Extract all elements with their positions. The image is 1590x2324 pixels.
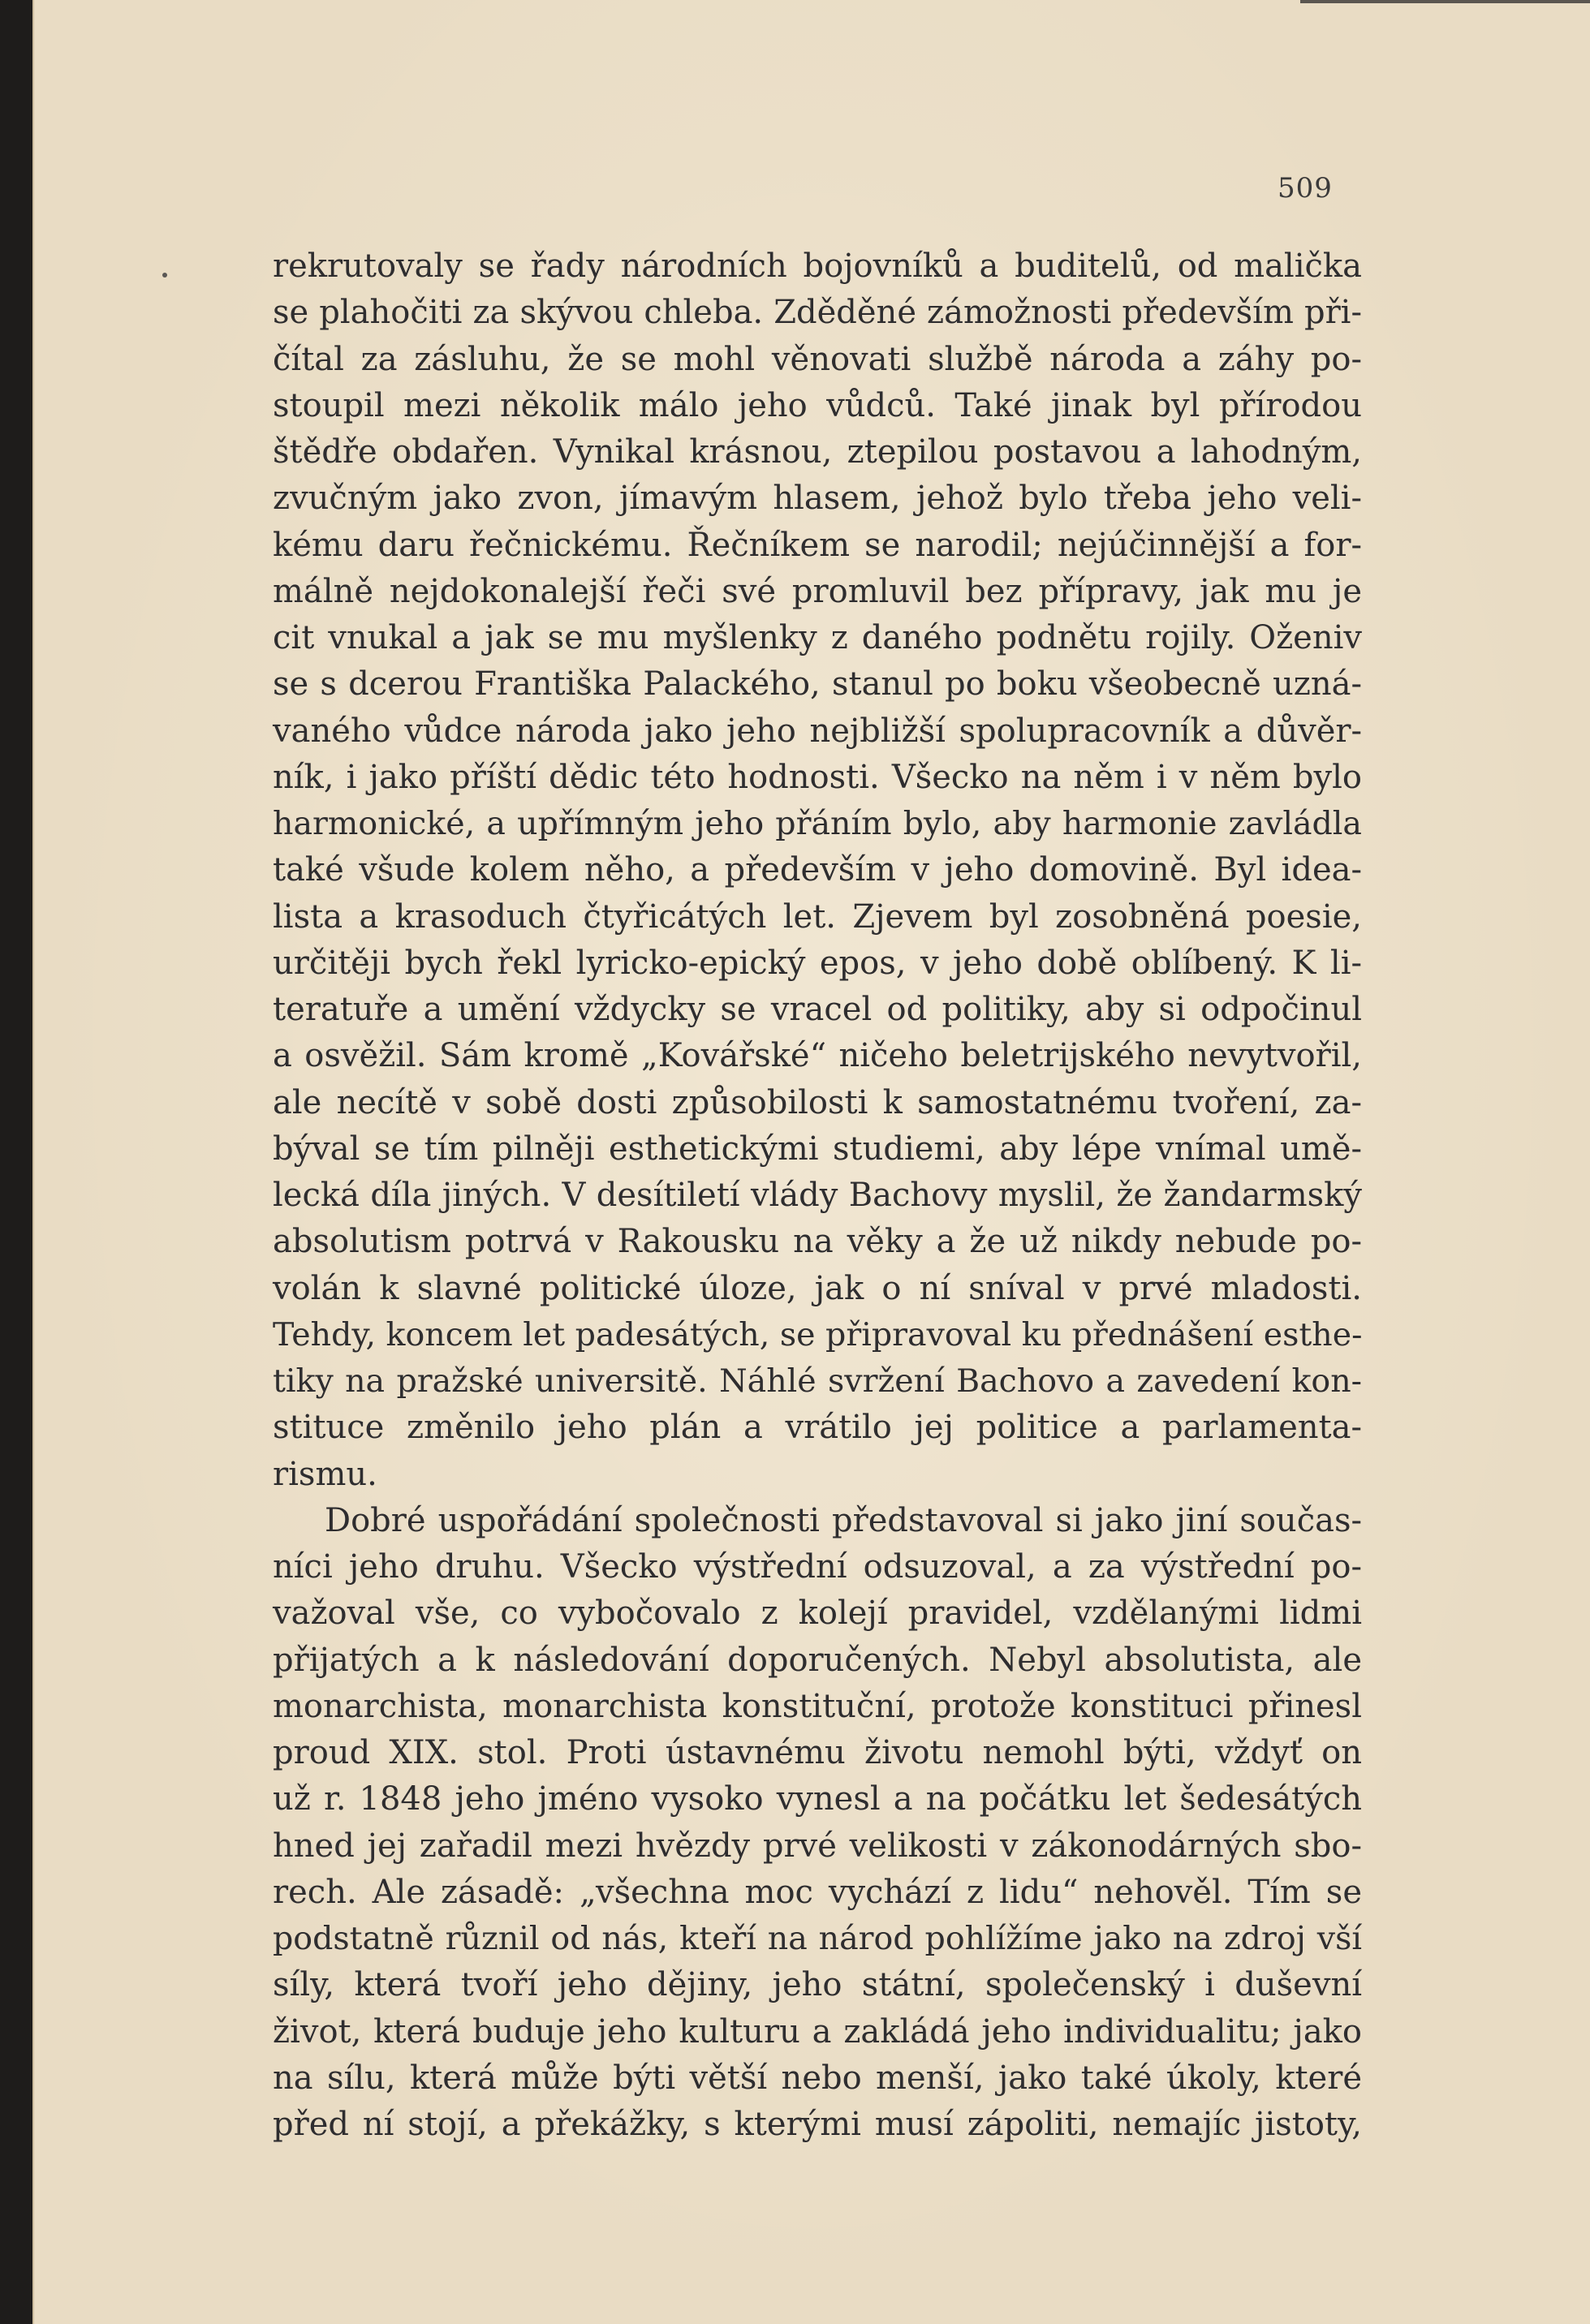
text-line: před ní stojí, a překážky, s kterými musí zápoliti, nemajíc jistoty, [273, 2106, 1362, 2143]
text-line: cit vnukal a jak se mu myšlenky z daného podnětu rojily. Oženiv [273, 619, 1362, 656]
text-line: volán k slavné politické úloze, jak o ní sníval v prvé mladosti. [273, 1269, 1362, 1307]
text-line-paragraph-start: Dobré uspořádání společnosti představoval si jako jiní součas- [325, 1501, 1362, 1539]
text-line: býval se tím pilněji esthetickými studiemi, aby lépe vnímal umě- [273, 1130, 1362, 1168]
book-page [32, 0, 1590, 2324]
page-number: 509 [1278, 172, 1333, 204]
body-text [273, 243, 1362, 2148]
text-line: teratuře a umění vždycky se vracel od politiky, aby si odpočinul [273, 991, 1362, 1028]
text-line: vaného vůdce národa jako jeho nejbližší spolupracovník a důvěr- [273, 712, 1362, 750]
text-line: štědře obdařen. Vynikal krásnou, ztepilou postavou a lahodným, [273, 433, 1362, 471]
text-line: se s dcerou Františka Palackého, stanul po boku všeobecně uzná- [273, 665, 1362, 704]
text-line: važoval vše, co vybočovalo z kolejí pravidel, vzdělanými lidmi [273, 1595, 1362, 1633]
margin-speck [162, 273, 167, 278]
text-line: proud XIX. stol. Proti ústavnému životu nemohl býti, vždyť on [273, 1734, 1362, 1771]
text-line: lecká díla jiných. V desítiletí vlády Bachovy myslil, že žandarmský [273, 1177, 1362, 1214]
text-line: život, která buduje jeho kulturu a zakládá jeho individualitu; jako [273, 2012, 1362, 2051]
text-line: se plahočiti za skývou chleba. Zděděné zámožnosti především při- [273, 294, 1362, 332]
text-line: ale necítě v sobě dosti způsobilosti k samostatnému tvoření, za- [273, 1083, 1362, 1121]
text-line: harmonické, a upřímným jeho přáním bylo, aby harmonie zavládla [273, 805, 1362, 842]
text-line: rech. Ale zásadě: „všechna moc vychází z lidu“ nehověl. Tím se [273, 1873, 1362, 1911]
text-line: tiky na pražské universitě. Náhlé svržení Bachovo a zavedení kon- [273, 1362, 1362, 1400]
page-top-edge-shadow [1300, 0, 1590, 3]
text-line: kému daru řečnickému. Řečníkem se narodil; nejúčinnější a for- [273, 526, 1362, 564]
text-line: hned jej zařadil mezi hvězdy prvé velikosti v zákonodárných sbo- [273, 1827, 1362, 1865]
text-line: rekrutovaly se řady národních bojovníků a buditelů, od malička [273, 247, 1362, 285]
text-line: absolutism potrvá v Rakousku na věky a že už nikdy nebude po- [273, 1223, 1362, 1261]
text-line: také všude kolem něho, a především v jeho domovině. Byl idea- [273, 851, 1362, 889]
text-line: přijatých a k následování doporučených. Nebyl absolutista, ale [273, 1641, 1362, 1679]
text-line: síly, která tvoří jeho dějiny, jeho státní, společenský i duševní [273, 1966, 1362, 2004]
text-line: lista a krasoduch čtyřicátých let. Zjevem byl zosobněná poesie, [273, 897, 1362, 936]
text-line: ník, i jako příští dědic této hodnosti. Všecko na něm i v něm bylo [273, 758, 1362, 796]
text-line: Tehdy, koncem let padesátých, se připravoval ku přednášení esthe- [273, 1315, 1363, 1354]
text-line: stoupil mezi několik málo jeho vůdců. Také jinak byl přírodou [273, 386, 1362, 424]
text-line: zvučným jako zvon, jímavým hlasem, jehož bylo třeba jeho veli- [273, 480, 1362, 518]
text-line: určitěji bych řekl lyricko-epický epos, v jeho době oblíbený. K li- [273, 944, 1362, 982]
text-line: stituce změnilo jeho plán a vrátilo jej politice a parlamenta- [273, 1409, 1362, 1447]
text-line: málně nejdokonalejší řeči své promluvil bez přípravy, jak mu je [273, 572, 1362, 610]
text-line-paragraph-end: rismu. [273, 1455, 377, 1493]
text-line: čítal za zásluhu, že se mohl věnovati službě národa a záhy po- [273, 340, 1362, 378]
text-line: níci jeho druhu. Všecko výstřední odsuzoval, a za výstřední po- [273, 1548, 1362, 1586]
text-line: už r. 1848 jeho jméno vysoko vynesl a na počátku let šedesátých [273, 1780, 1362, 1818]
text-line: na sílu, která může býti větší nebo menší, jako také úkoly, které [273, 2059, 1362, 2097]
text-line: monarchista, monarchista konstituční, protože konstituci přinesl [273, 1687, 1362, 1725]
text-line: a osvěžil. Sám kromě „Kovářské“ ničeho beletrijského nevytvořil, [273, 1037, 1362, 1075]
text-line: podstatně různil od nás, kteří na národ pohlížíme jako na zdroj vší [273, 1920, 1362, 1957]
